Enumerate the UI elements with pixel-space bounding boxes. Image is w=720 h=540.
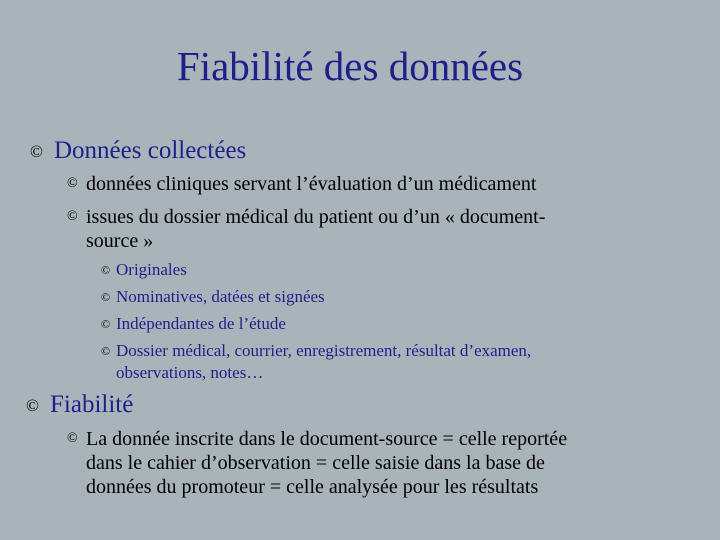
section-heading: Données collectées: [54, 137, 247, 164]
bullet-text-line-2: dans le cahier d’observation = celle saisie dans la base de: [86, 452, 545, 474]
bullet-icon: ©: [67, 431, 78, 446]
sub-sub-bullet-independantes: [101, 313, 286, 335]
bullet-icon: ©: [26, 396, 39, 415]
sub-bullet-donnees-cliniques: [67, 172, 537, 196]
sub-sub-bullet-dossier-medical: [101, 340, 532, 384]
bullet-icon: ©: [101, 344, 111, 358]
bullet-text: Indépendantes de l’étude: [116, 314, 286, 333]
bullet-icon: ©: [101, 290, 111, 304]
bullet-text: données cliniques servant l’évaluation d’un médicament: [86, 173, 537, 195]
sub-bullet-issues-du-dossier: [67, 205, 546, 253]
section-heading: Fiabilité: [50, 391, 134, 418]
bullet-text-line-2: source »: [86, 230, 154, 252]
bullet-text: Nominatives, datées et signées: [116, 287, 325, 306]
bullet-icon: ©: [67, 209, 78, 224]
slide-title: Fiabilité des données: [176, 43, 524, 89]
bullet-icon: ©: [67, 176, 78, 191]
bullet-icon: ©: [101, 317, 111, 331]
sub-sub-bullet-originales: [101, 259, 187, 281]
bullet-text-line-1: issues du dossier médical du patient ou d’un « document-: [86, 206, 546, 228]
bullet-fiabilite: [26, 390, 134, 420]
bullet-text-line-1: Dossier médical, courrier, enregistrement, résultat d’examen,: [116, 341, 532, 360]
bullet-text-line-2: observations, notes…: [116, 363, 264, 382]
sub-bullet-la-donnee-inscrite: [67, 427, 568, 499]
bullet-text-line-3: données du promoteur = celle analysée pour les résultats: [86, 476, 539, 498]
bullet-text-line-1: La donnée inscrite dans le document-source = celle reportée: [86, 428, 568, 450]
bullet-icon: ©: [101, 263, 111, 277]
bullet-donnees-collectees: [30, 136, 247, 166]
sub-sub-bullet-nominatives: [101, 286, 325, 308]
bullet-icon: ©: [30, 142, 43, 161]
bullet-text: Originales: [116, 260, 187, 279]
